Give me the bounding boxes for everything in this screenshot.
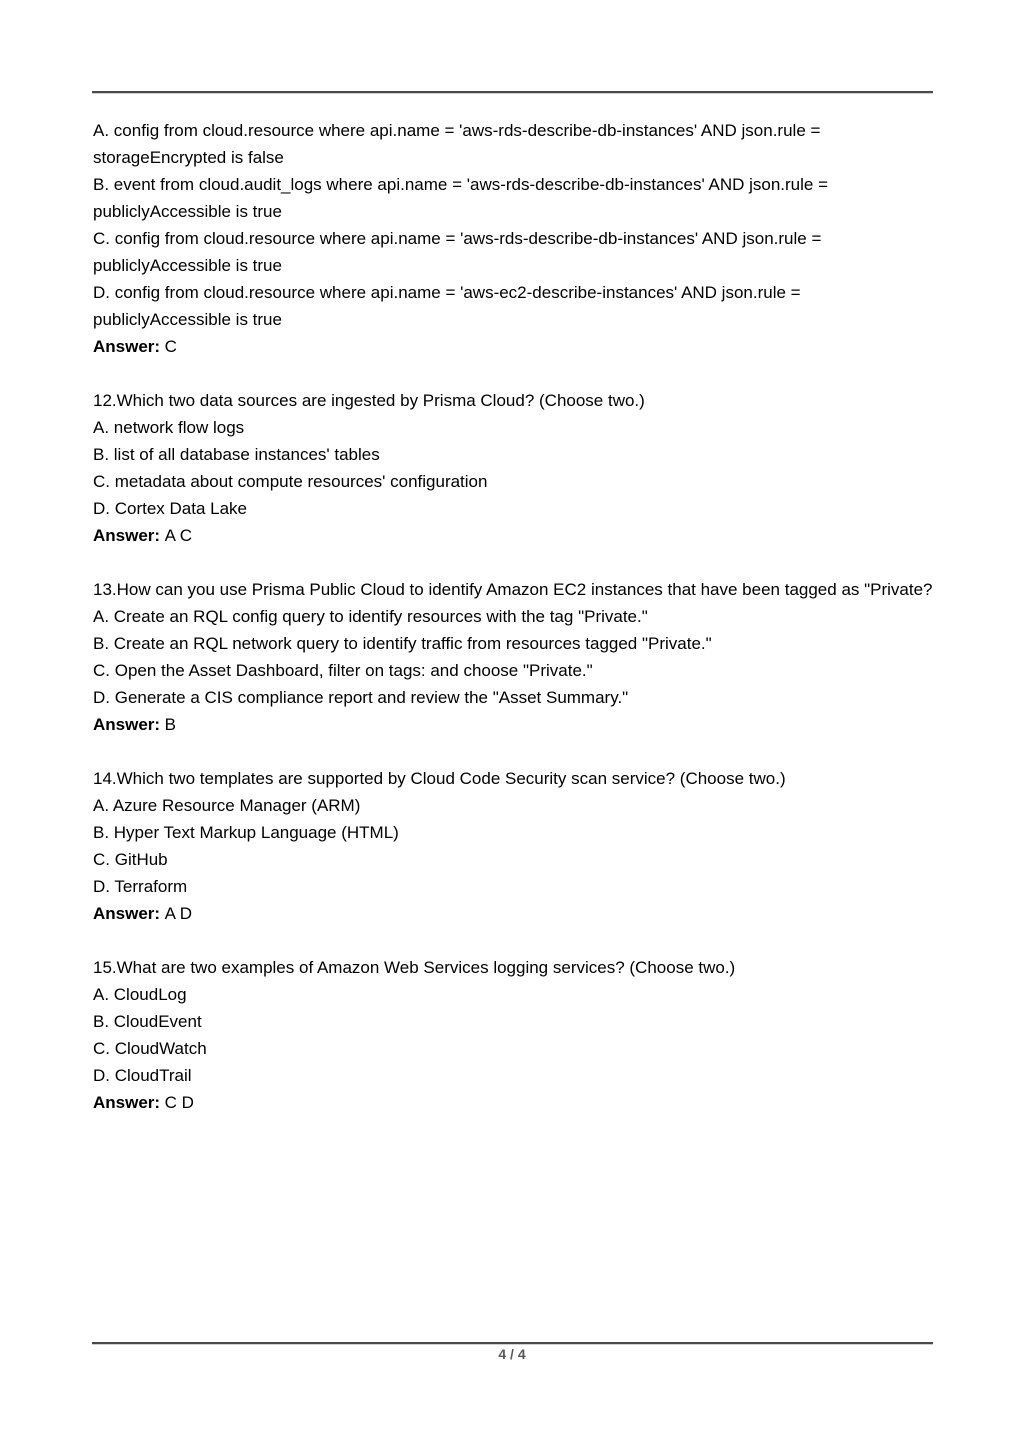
option-d: D. config from cloud.resource where api.name = 'aws-ec2-describe-instances' AND json.rule = publiclyAccessible is true bbox=[93, 283, 801, 329]
answer-value: C bbox=[164, 337, 177, 356]
option-c: C. CloudWatch bbox=[93, 1039, 207, 1058]
answer-value: A C bbox=[164, 526, 193, 545]
question-block-13 bbox=[93, 576, 933, 738]
question-text: 13.How can you use Prisma Public Cloud to identify Amazon EC2 instances that have been tagged as "Private? bbox=[93, 580, 933, 599]
option-b: B. CloudEvent bbox=[93, 1012, 202, 1031]
option-c: C. config from cloud.resource where api.name = 'aws-rds-describe-db-instances' AND json.rule = publiclyAccessible is true bbox=[93, 229, 822, 275]
option-b: B. Create an RQL network query to identify traffic from resources tagged "Private." bbox=[93, 634, 712, 653]
footer-divider bbox=[92, 1342, 933, 1344]
option-a: A. config from cloud.resource where api.name = 'aws-rds-describe-db-instances' AND json.rule = storageEncrypted is false bbox=[93, 121, 821, 167]
answer-label: Answer: bbox=[93, 1093, 161, 1112]
option-c: C. metadata about compute resources' configuration bbox=[93, 472, 488, 491]
option-a: A. Azure Resource Manager (ARM) bbox=[93, 796, 361, 815]
option-a: A. CloudLog bbox=[93, 985, 187, 1004]
answer-label: Answer: bbox=[93, 715, 161, 734]
answer-value: B bbox=[164, 715, 176, 734]
option-c: C. Open the Asset Dashboard, filter on tags: and choose "Private." bbox=[93, 661, 593, 680]
answer-line bbox=[93, 1089, 933, 1116]
question-block-11-options bbox=[93, 117, 933, 360]
answer-line bbox=[93, 711, 933, 738]
answer-line bbox=[93, 522, 933, 549]
page-number: 4 / 4 bbox=[498, 1346, 526, 1362]
question-text: 15.What are two examples of Amazon Web Services logging services? (Choose two.) bbox=[93, 958, 736, 977]
answer-value: C D bbox=[164, 1093, 194, 1112]
answer-label: Answer: bbox=[93, 337, 161, 356]
question-block-14 bbox=[93, 765, 933, 927]
option-a: A. network flow logs bbox=[93, 418, 245, 437]
option-d: D. Cortex Data Lake bbox=[93, 499, 248, 518]
question-block-12 bbox=[93, 387, 933, 549]
option-b: B. list of all database instances' tables bbox=[93, 445, 380, 464]
option-a: A. Create an RQL config query to identify resources with the tag "Private." bbox=[93, 607, 648, 626]
answer-value: A D bbox=[164, 904, 193, 923]
question-text: 12.Which two data sources are ingested by Prisma Cloud? (Choose two.) bbox=[93, 391, 645, 410]
answer-line bbox=[93, 333, 933, 360]
question-content bbox=[93, 117, 933, 1116]
answer-label: Answer: bbox=[93, 904, 161, 923]
answer-label: Answer: bbox=[93, 526, 161, 545]
option-b: B. Hyper Text Markup Language (HTML) bbox=[93, 823, 399, 842]
option-b: B. event from cloud.audit_logs where api.name = 'aws-rds-describe-db-instances' AND json.rule = publiclyAccessible is true bbox=[93, 175, 829, 221]
answer-line bbox=[93, 900, 933, 927]
option-d: D. CloudTrail bbox=[93, 1066, 192, 1085]
question-block-15 bbox=[93, 954, 933, 1116]
header-divider bbox=[92, 91, 933, 93]
question-text: 14.Which two templates are supported by Cloud Code Security scan service? (Choose two.) bbox=[93, 769, 786, 788]
option-d: D. Generate a CIS compliance report and review the "Asset Summary." bbox=[93, 688, 629, 707]
option-d: D. Terraform bbox=[93, 877, 188, 896]
option-c: C. GitHub bbox=[93, 850, 168, 869]
